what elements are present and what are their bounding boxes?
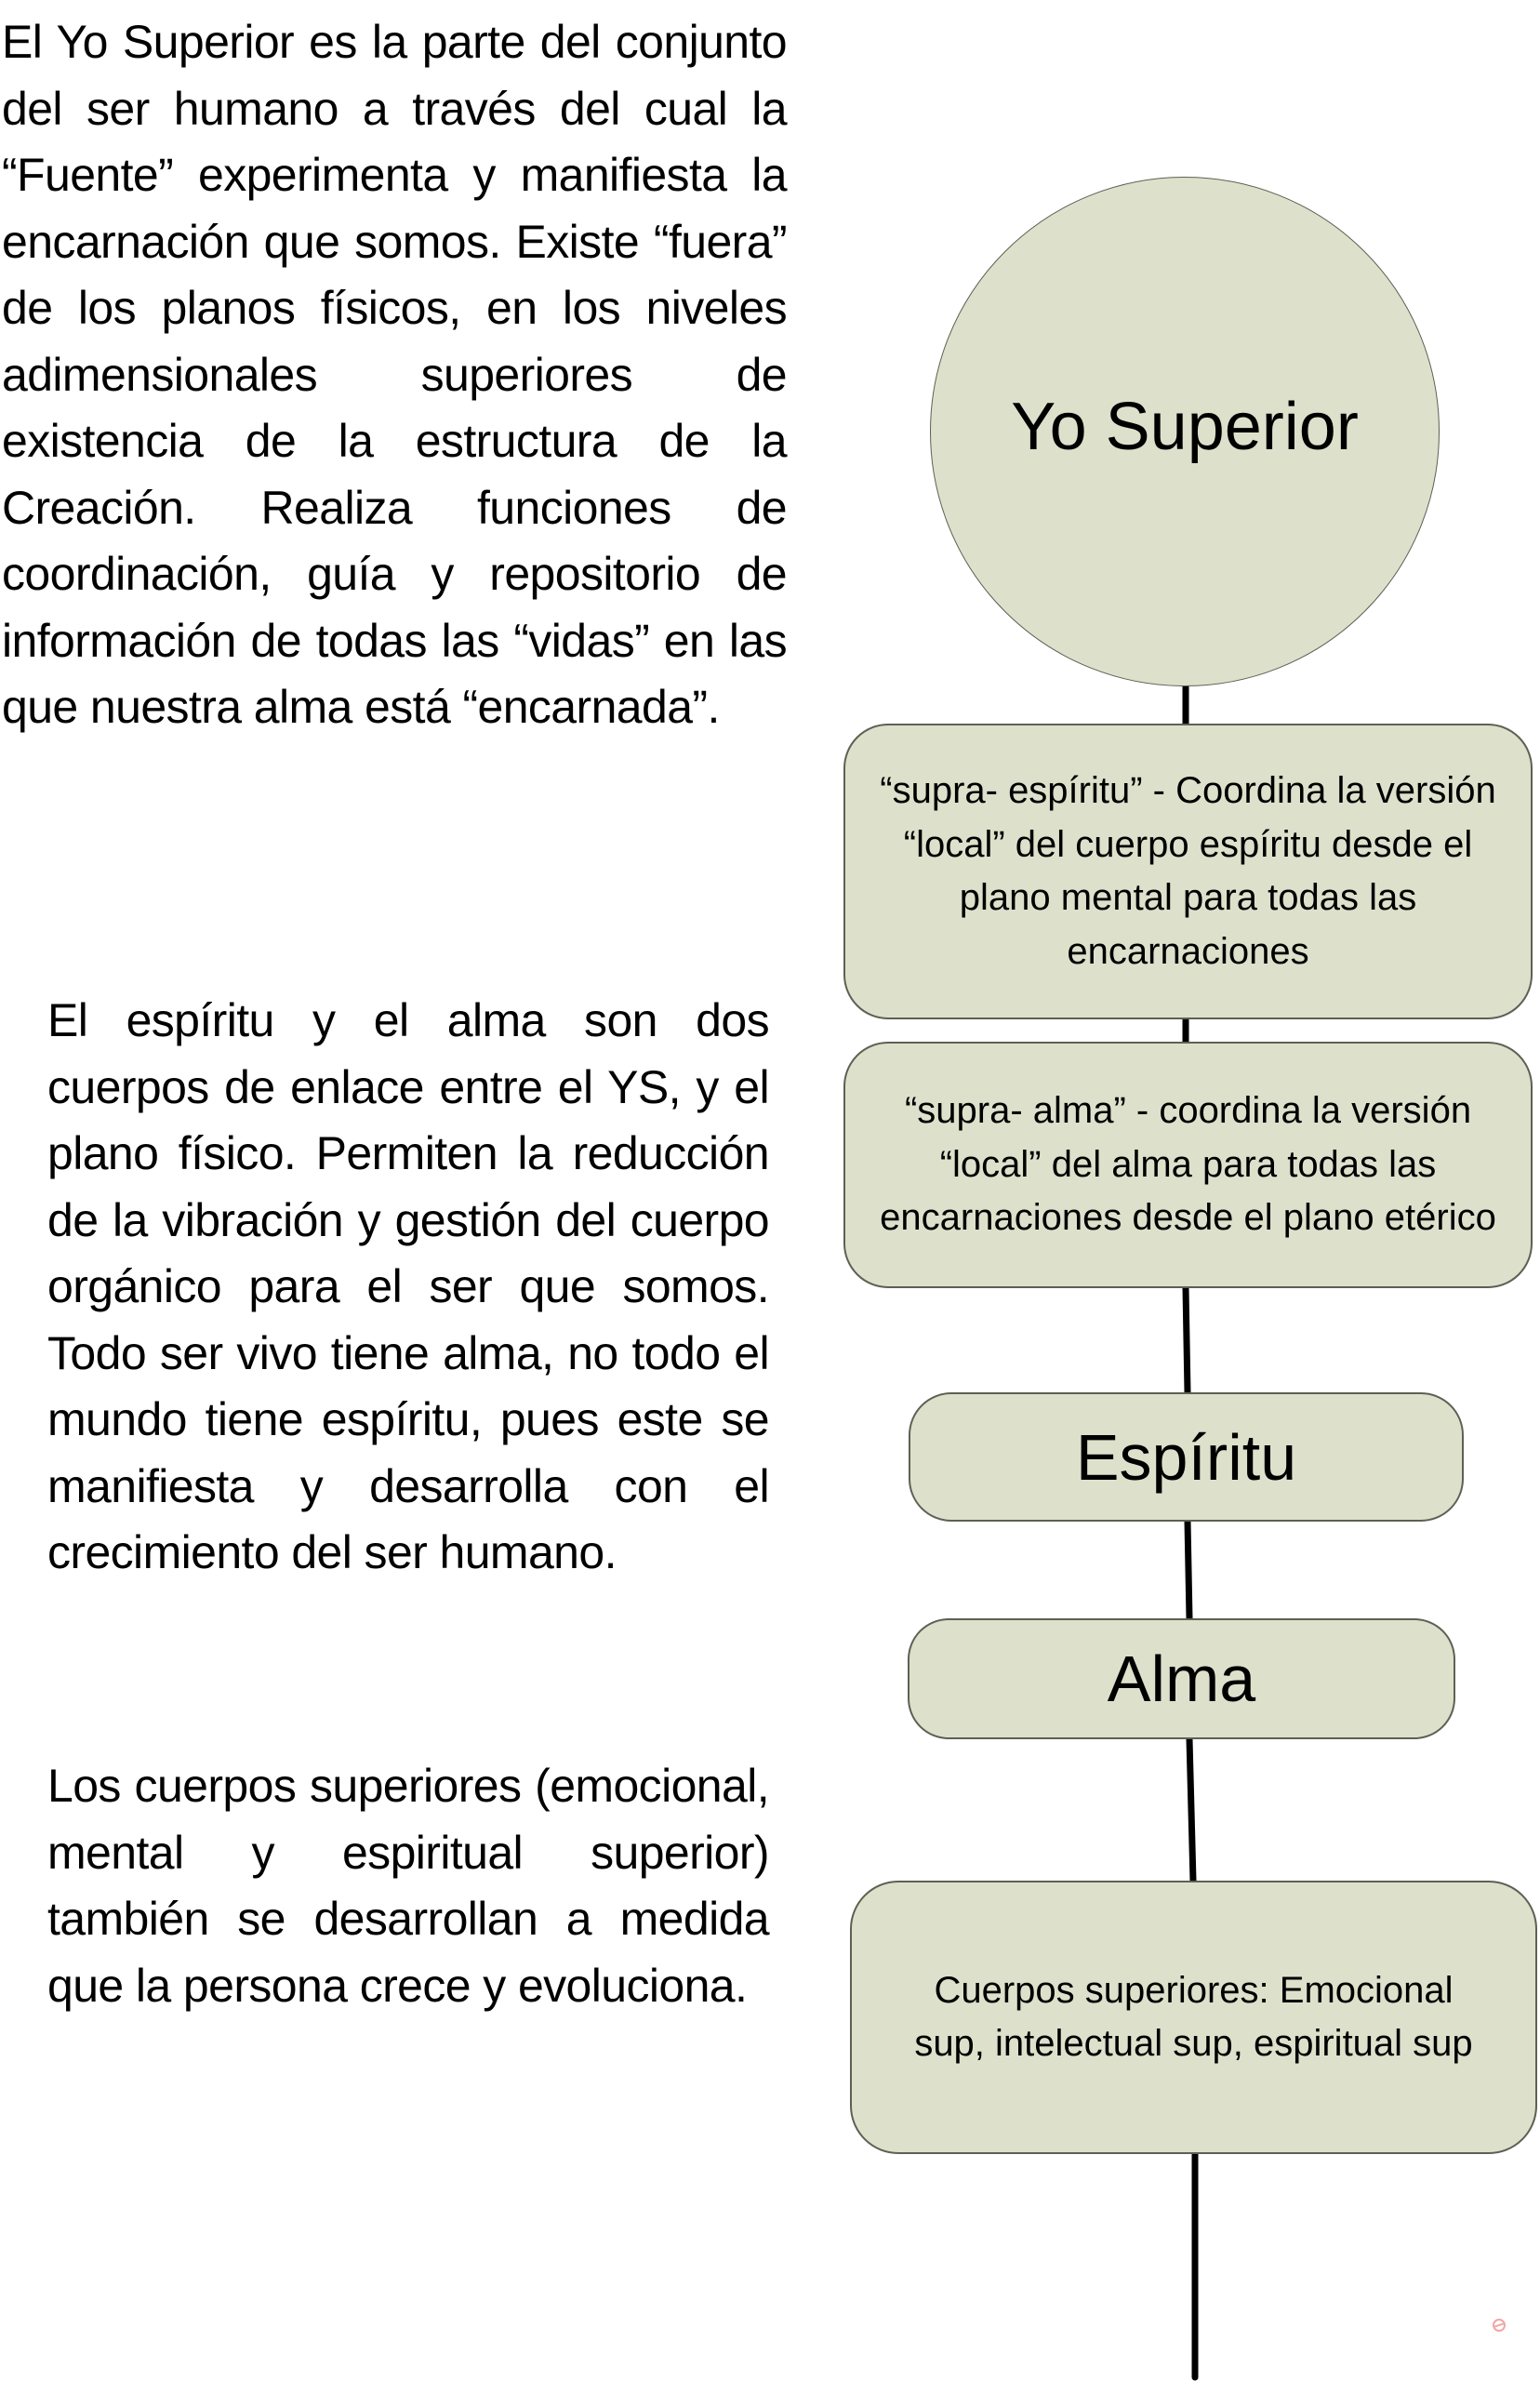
paragraph-espiritu-alma: El espíritu y el alma son dos cuerpos de enlace entre el YS, y el plano físico. Permiten la reducción de la vibración y gestión del cuerpo orgánico para el ser que somos. Todo ser vivo tiene alma, no todo el mundo tiene espíritu, pues este se manifiesta y desarrolla con el crecimiento del ser humano.	[47, 994, 769, 1578]
node-label: “supra- espíritu” - Coordina la versión “local” del cuerpo espíritu desde el plano mental para todas las encarnaciones	[880, 770, 1496, 972]
node-label: “supra- alma” - coordina la versión “local” del alma para todas las encarnaciones desde el plano etérico	[880, 1090, 1496, 1239]
watermark-icon	[1493, 2319, 1506, 2332]
node-label: Yo Superior	[1011, 390, 1359, 464]
connector-espiritu-to-alma	[1188, 1522, 1189, 1618]
paragraph-cuerpos-superiores: Los cuerpos superiores (emocional, mental y espiritual superior) también se desarrollan a medida que la persona crece y evoluciona.	[47, 1760, 769, 2012]
node-supra-espiritu	[843, 724, 1533, 1019]
node-alma	[908, 1618, 1455, 1739]
node-label: Alma	[1107, 1643, 1256, 1715]
connector-alma-to-cuerpos	[1189, 1739, 1193, 1881]
node-espiritu	[909, 1392, 1464, 1522]
connector-supra-alma-to-espiritu	[1186, 1288, 1188, 1392]
node-cuerpos-superiores	[850, 1881, 1537, 2154]
node-yo-superior	[930, 177, 1440, 686]
intro-paragraph-yo-superior: El Yo Superior es la parte del conjunto del ser humano a través del cual la “Fuente” experimenta y manifiesta la encarnación que somos. Existe “fuera” de los planos físicos, en los niveles adimensionales superiores de existencia de la estructura de la Creación. Realiza funciones de coordinación, guía y repositorio de información de todas las “vidas” en las que nuestra alma está “encarnada”.	[2, 16, 787, 733]
node-label: Cuerpos superiores: Emocional sup, intelectual sup, espiritual sup	[914, 1969, 1473, 2064]
node-supra-alma	[843, 1042, 1533, 1288]
node-label: Espíritu	[1075, 1420, 1297, 1494]
